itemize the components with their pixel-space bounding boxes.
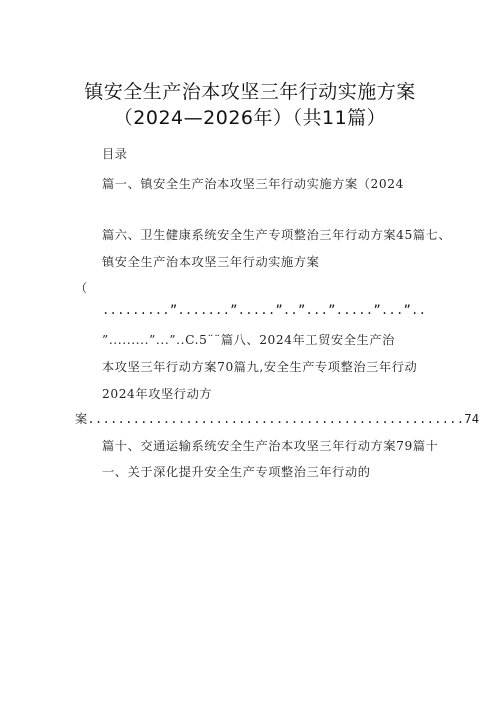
toc-line: 镇安全生产治本攻坚三年行动实施方案: [102, 255, 320, 269]
toc-line: .........”.......”.....”..”...”.....”...”..: [102, 303, 427, 317]
document-title-line-1: 镇安全生产治本攻坚三年行动实施方案: [84, 81, 416, 103]
toc-line: 篇一、镇安全生产治本攻坚三年行动实施方案（2024: [102, 177, 404, 191]
toc-line: 一、关于深化提升安全生产专项整治三年行动的: [102, 465, 371, 479]
toc-line: 本攻坚三年行动方案70篇九,安全生产专项整治三年行动: [102, 360, 418, 374]
toc-line: 2024年攻坚行动方: [102, 387, 213, 401]
toc-line: 篇六、卫生健康系统安全生产专项整治三年行动方案45篇七、: [102, 228, 452, 242]
toc-heading: 目录: [102, 147, 128, 161]
toc-line: （: [75, 281, 88, 295]
toc-line: 篇十、交通运输系统安全生产治本攻坚三年行动方案79篇十: [102, 439, 439, 453]
toc-line: 案..................................................74: [75, 412, 480, 426]
document-title-line-2: （2024—2026年）（共11篇）: [113, 107, 387, 129]
toc-line: ”.........”...”..C.5¨¨篇八、2024年工贸安全生产治: [102, 333, 395, 347]
